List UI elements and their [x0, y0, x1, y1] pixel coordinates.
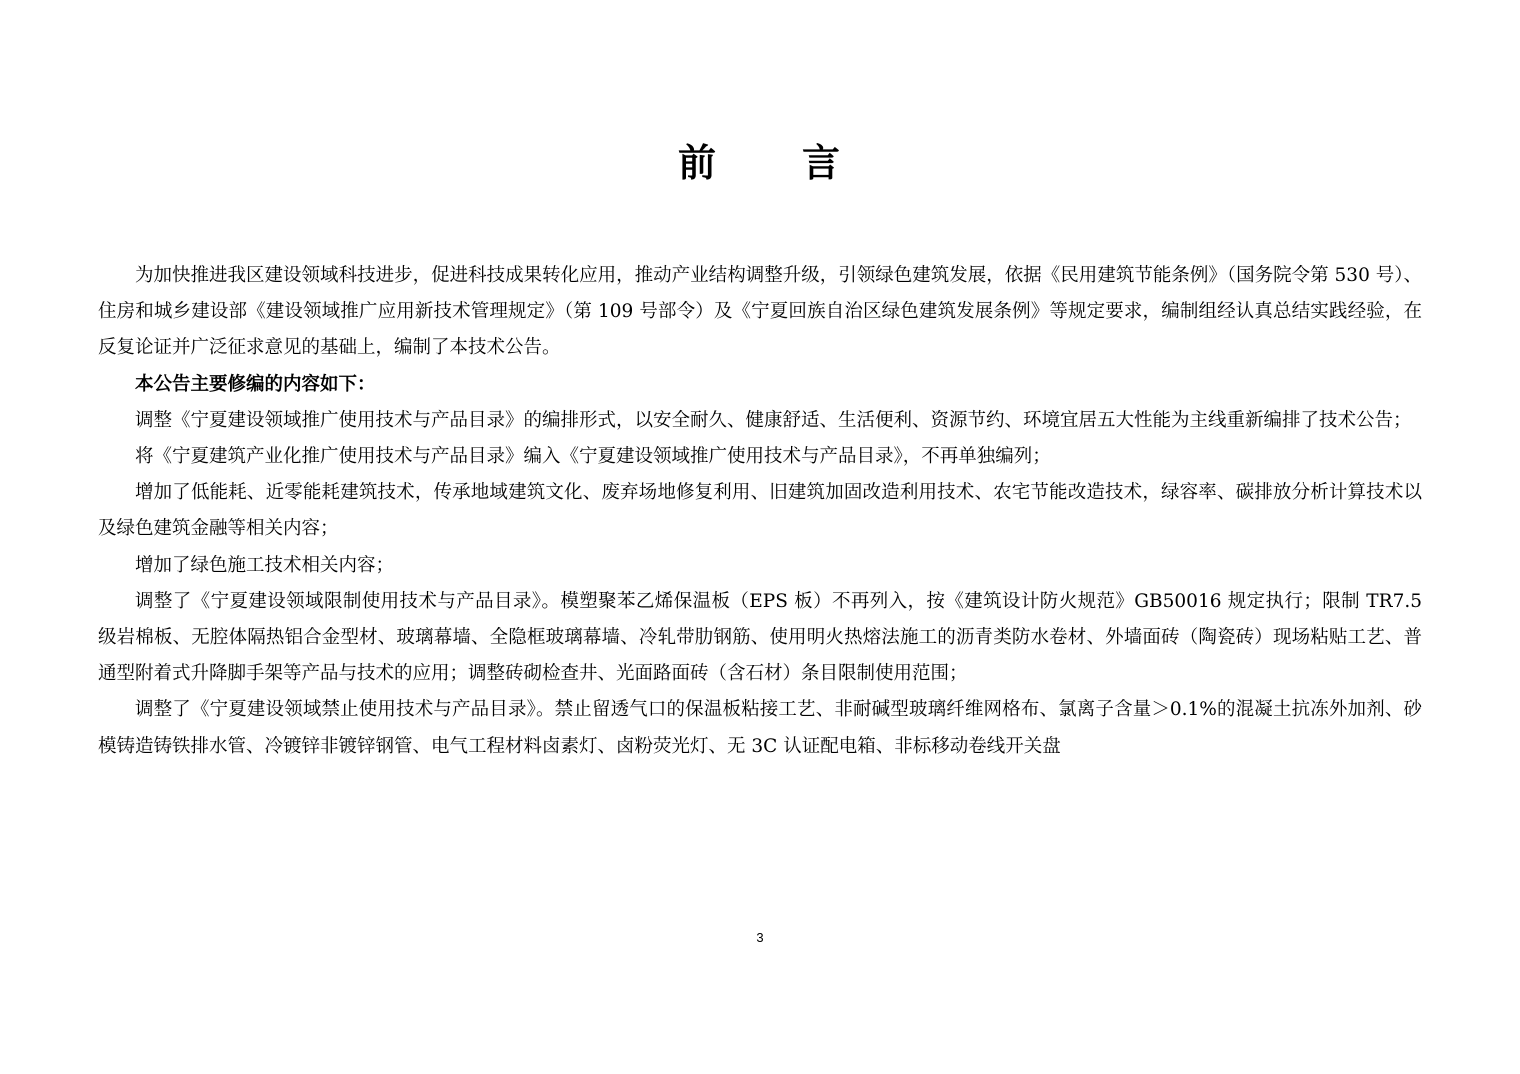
paragraph-intro: 为加快推进我区建设领域科技进步，促进科技成果转化应用，推动产业结构调整升级，引领绿色建筑发展，依据《民用建筑节能条例》（国务院令第 530 号）、住房和城乡建设部《建设领域推广应用新技术管理规定》（第 109 号部令）及《宁夏回族自治区绿色建筑发展条例》等规定要求，编制组经认真总结实践经验，在反复论证并广泛征求意见的基础上，编制了本技术公告。 [98, 265, 1422, 359]
preface-body [98, 258, 1422, 765]
page-title-char-2: 言 [802, 140, 843, 185]
paragraph-item: 将《宁夏建筑产业化推广使用技术与产品目录》编入《宁夏建设领域推广使用技术与产品目录》，不再单独编列； [135, 446, 1051, 468]
page-number: 3 [756, 930, 764, 945]
paragraph-heading: 本公告主要修编的内容如下： [135, 373, 376, 395]
paragraph-item: 增加了绿色施工技术相关内容； [135, 554, 395, 576]
paragraph-item: 调整《宁夏建设领域推广使用技术与产品目录》的编排形式，以安全耐久、健康舒适、生活便利、资源节约、环境宜居五大性能为主线重新编排了技术公告； [135, 409, 1412, 431]
paragraph-item: 调整了《宁夏建设领域限制使用技术与产品目录》。模塑聚苯乙烯保温板（EPS 板）不再列入，按《建筑设计防火规范》GB50016 规定执行；限制 TR7.5 级岩棉板、无腔体隔热铝合金型材、玻璃幕墙、全隐框玻璃幕墙、冷轧带肋钢筋、使用明火热熔法施工的沥青类防水卷材、外墙面砖（陶瓷砖）现场粘贴工艺、普通型附着式升降脚手架等产品与技术的应用；调整砖砌检查井、光面路面砖（含石材）条目限制使用范围； [98, 590, 1422, 685]
page-title-char-1: 前 [677, 140, 718, 185]
page-title [0, 132, 1520, 187]
paragraph-item: 增加了低能耗、近零能耗建筑技术，传承地域建筑文化、废弃场地修复利用、旧建筑加固改造利用技术、农宅节能改造技术，绿容率、碳排放分析计算技术以及绿色建筑金融等相关内容； [98, 482, 1422, 540]
paragraph-item: 调整了《宁夏建设领域禁止使用技术与产品目录》。禁止留透气口的保温板粘接工艺、非耐碱型玻璃纤维网格布、氯离子含量＞0.1%的混凝土抗冻外加剂、砂模铸造铸铁排水管、冷镀锌非镀锌钢管、电气工程材料卤素灯、卤粉荧光灯、无 3C 认证配电箱、非标移动卷线开关盘 [98, 699, 1422, 757]
